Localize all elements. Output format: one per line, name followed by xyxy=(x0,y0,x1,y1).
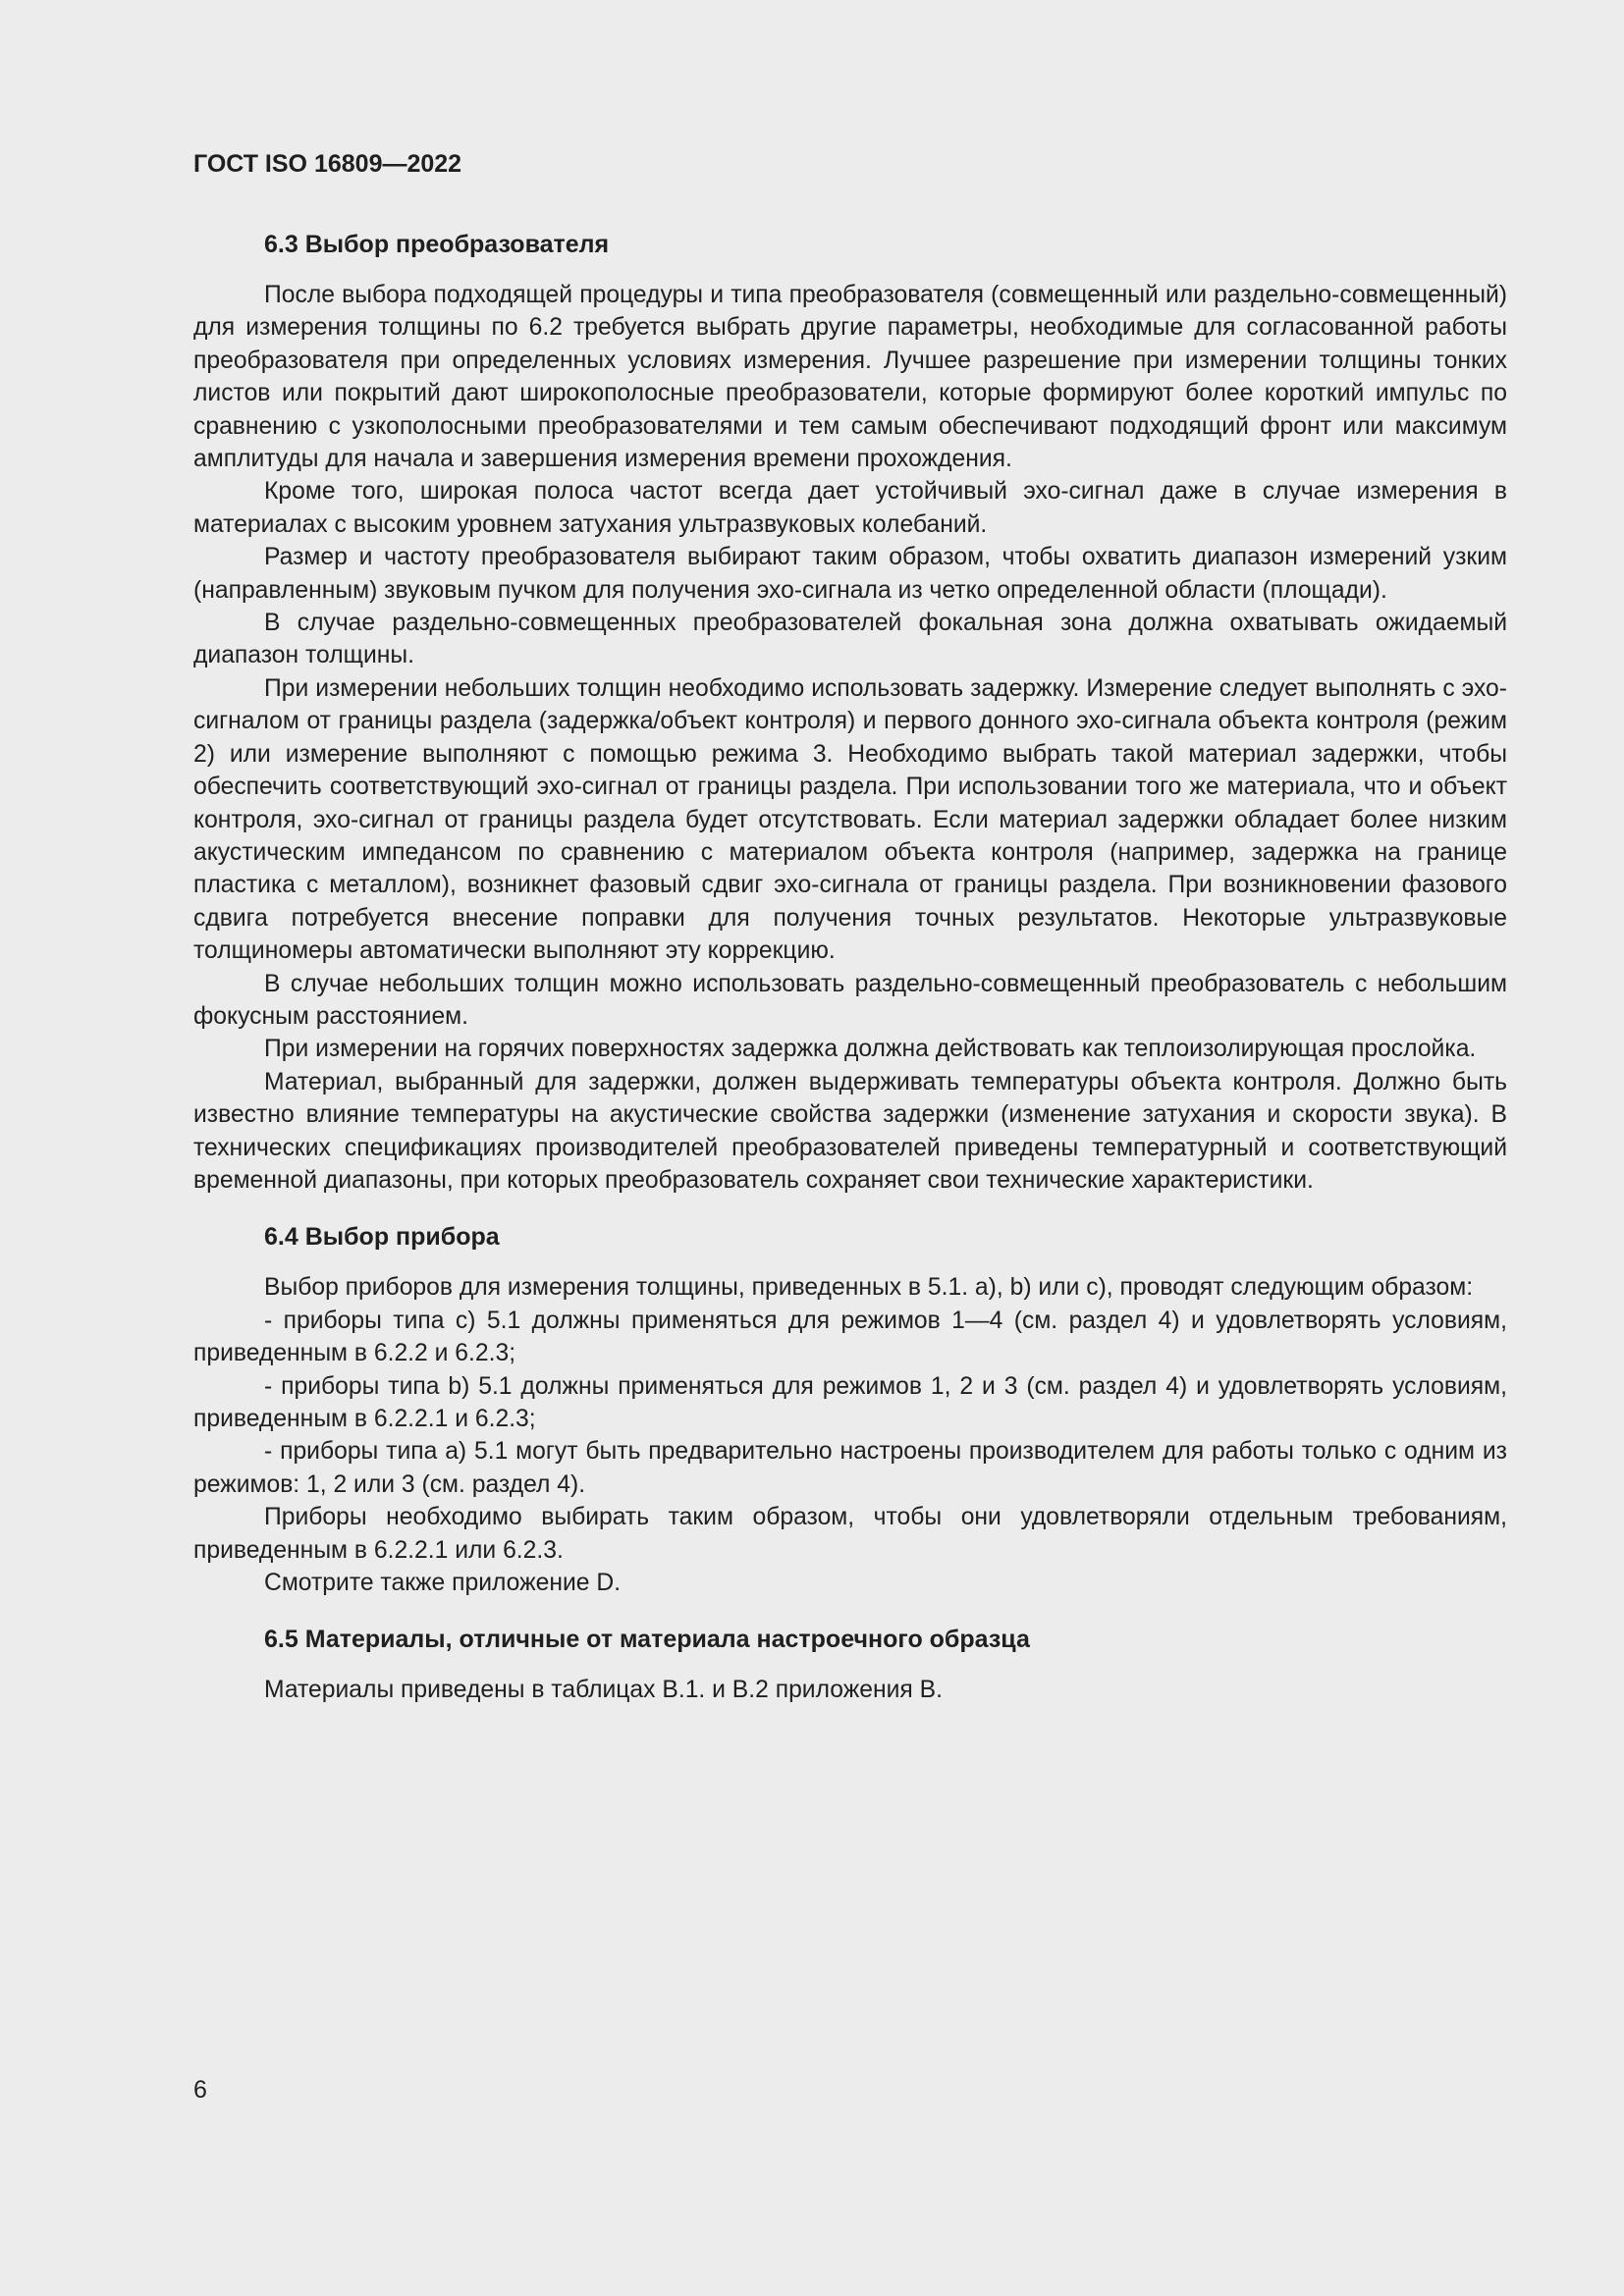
paragraph: Приборы необходимо выбирать таким образом, чтобы они удовлетворяли отдельным требованиям, приведенным в 6.2.2.1 или 6.2.3. xyxy=(193,1504,1507,1564)
paragraph: Выбор приборов для измерения толщины, приведенных в 5.1. а), b) или c), проводят следующим образом: xyxy=(264,1274,1474,1302)
paragraph: После выбора подходящей процедуры и типа преобразователя (совмещенный или раздельно-совмещенный) для измерения толщины по 6.2 требуется выбрать другие параметры, необходимые для согласованной работы преобразователя при определенных условиях измерения. Лучшее разрешение при измерении толщины тонких листов или покрытий дают широкополосные преобразователи, которые формируют более короткий импульс по сравнению с узкополосными преобразователями и тем самым обеспечивают подходящий фронт или максимум амплитуды для начала и завершения измерения времени прохождения. xyxy=(193,282,1507,473)
paragraph: В случае раздельно-совмещенных преобразователей фокальная зона должна охватывать ожидаемый диапазон толщины. xyxy=(193,610,1507,669)
section-title: 6.4 Выбор прибора xyxy=(264,1223,500,1252)
document-header: ГОСТ ISO 16809—2022 xyxy=(193,150,462,178)
section-6-4 xyxy=(193,1220,1507,1599)
paragraph: Смотрите также приложение D. xyxy=(264,1570,622,1597)
paragraph: При измерении небольших толщин необходимо использовать задержку. Измерение следует выполнять с эхо-сигналом от границы раздела (задержка/объект контроля) и первого донного эхо-сигнала объекта контроля (режим 2) или измерение выполняют с помощью режима 3. Необходимо выбрать такой материал задержки, чтобы обеспечить соответствующий эхо-сигнал от границы раздела. При использовании того же материала, что и объект контроля, эхо-сигнал от границы раздела будет отсутствовать. Если материал задержки обладает более низким акустическим импедансом по сравнению с материалом объекта контроля (например, задержка на границе пластика с металлом), возникнет фазовый сдвиг эхо-сигнала от границы раздела. При возникновении фазового сдвига потребуется внесение поправки для получения точных результатов. Некоторые ультразвуковые толщиномеры автоматически выполняют эту коррекцию. xyxy=(193,674,1507,965)
paragraph: При измерении на горячих поверхностях задержка должна действовать как теплоизолирующая прослойка. xyxy=(264,1036,1477,1063)
list-item: - приборы типа b) 5.1 должны применяться для режимов 1, 2 и 3 (см. раздел 4) и удовлетворять условиям, приведенным в 6.2.2.1 и 6.2.3; xyxy=(193,1372,1507,1432)
section-title: 6.5 Материалы, отличные от материала настроечного образца xyxy=(264,1626,1030,1654)
document-page xyxy=(193,147,1507,1707)
section-title: 6.3 Выбор преобразователя xyxy=(264,231,610,258)
paragraph: Материал, выбранный для задержки, должен выдерживать температуры объекта контроля. Должно быть известно влияние температуры на акустические свойства задержки (изменение затухания и скорости звука). В технических спецификациях производителей преобразователей приведены температурный и соответствующий временной диапазоны, при которых преобразователь сохраняет свои технические характеристики. xyxy=(193,1068,1507,1194)
paragraph: Кроме того, широкая полоса частот всегда дает устойчивый эхо-сигнал даже в случае измерения в материалах с высоким уровнем затухания ультразвуковых колебаний. xyxy=(193,478,1507,538)
paragraph: В случае небольших толщин можно использовать раздельно-совмещенный преобразователь с небольшим фокусным расстоянием. xyxy=(193,970,1507,1030)
section-6-3 xyxy=(193,228,1507,1197)
page-number: 6 xyxy=(193,2076,207,2104)
list-item: - приборы типа а) 5.1 могут быть предварительно настроены производителем для работы только с одним из режимов: 1, 2 или 3 (см. раздел 4). xyxy=(193,1438,1507,1498)
paragraph: Материалы приведены в таблицах B.1. и B.2 приложения B. xyxy=(264,1677,943,1704)
paragraph: Размер и частоту преобразователя выбирают таким образом, чтобы охватить диапазон измерений узким (направленным) звуковым пучком для получения эхо-сигнала из четко определенной области (площади). xyxy=(193,544,1507,604)
section-6-5 xyxy=(193,1623,1507,1706)
list-item: - приборы типа c) 5.1 должны применяться для режимов 1—4 (см. раздел 4) и удовлетворять условиям, приведенным в 6.2.2 и 6.2.3; xyxy=(193,1307,1507,1367)
